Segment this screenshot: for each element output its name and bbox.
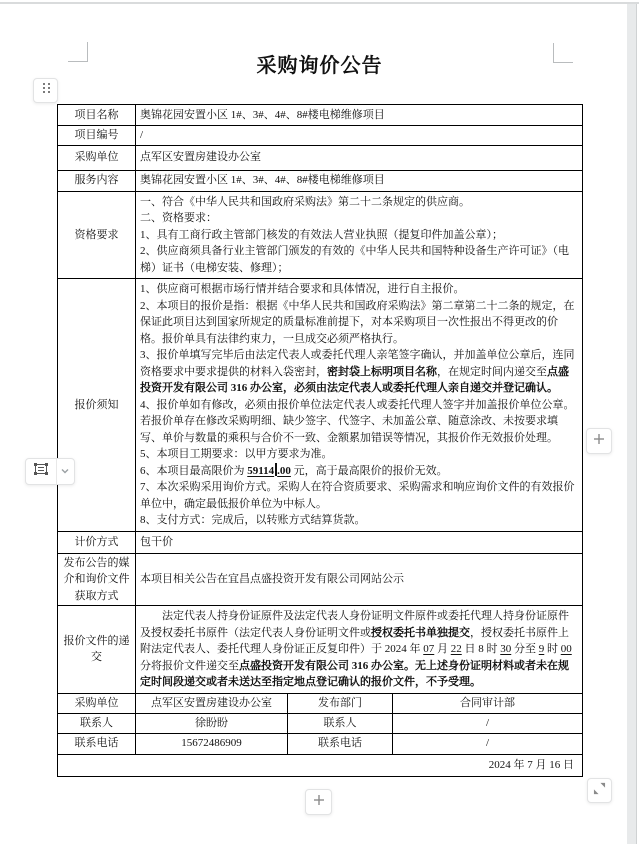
project-number-label[interactable]: 项目编号: [58, 126, 136, 146]
announcement-media-value[interactable]: 本项目相关公告在宜昌点盛投资开发有限公司网站公示: [136, 553, 583, 606]
contact-person2-value[interactable]: /: [393, 713, 583, 733]
table-select-icon: [33, 461, 49, 482]
contact-unit-value[interactable]: 点军区安置房建设办公室: [136, 693, 288, 713]
service-content-value[interactable]: 奥锦花园安置小区 1#、3#、4#、8#楼电梯维修项目: [136, 170, 583, 191]
project-name-label[interactable]: 项目名称: [58, 105, 136, 126]
announcement-date[interactable]: 2024 年 7 月 16 日: [58, 754, 583, 776]
add-row-button[interactable]: [305, 789, 332, 815]
table-row: [58, 693, 583, 713]
diagonal-expand-icon: [593, 782, 606, 800]
table-drag-handle-button[interactable]: [33, 78, 58, 103]
contact-phone2-label[interactable]: 联系电话: [288, 733, 393, 754]
document-title[interactable]: 采购询价公告: [256, 55, 383, 77]
announcement-table: [57, 104, 583, 777]
plus-icon: [593, 432, 605, 450]
contact-unit-label[interactable]: 采购单位: [58, 693, 136, 713]
project-name-value[interactable]: 奥锦花园安置小区 1#、3#、4#、8#楼电梯维修项目: [136, 105, 583, 126]
table-row: [58, 553, 583, 606]
table-row: [58, 733, 583, 754]
qualification-text[interactable]: 一、符合《中华人民共和国政府采购法》第二十二条规定的供应商。 二、资格要求： 1、具有工商行政主管部门核发的有效法人营业执照（提复印件加盖公章）； 2、供应商须具备行业主管部门颁发的有效的《中华人民共和国特种设备生产许可证》（电梯）证书（电梯安装、修理）；: [136, 191, 583, 279]
page-top-edge: [0, 2, 639, 4]
pricing-method-value[interactable]: 包干价: [136, 531, 583, 553]
table-row: [58, 279, 583, 532]
chevron-down-icon: [60, 463, 70, 481]
issuing-dept-label[interactable]: 发布部门: [288, 693, 393, 713]
table-row: [58, 754, 583, 776]
six-dot-drag-icon: [40, 81, 52, 100]
contact-person-value[interactable]: 徐盼盼: [136, 713, 288, 733]
document-page: [57, 52, 582, 777]
vertical-scrollbar[interactable]: [627, 4, 637, 844]
quotation-notes-label[interactable]: 报价须知: [58, 279, 136, 532]
announcement-media-label[interactable]: 发布公告的媒介和询价文件获取方式: [58, 553, 136, 606]
select-element-widget: [25, 458, 75, 485]
submission-label[interactable]: 报价文件的递交: [58, 606, 136, 694]
select-table-button[interactable]: [26, 459, 56, 484]
table-row: [58, 126, 583, 146]
contact-person-label[interactable]: 联系人: [58, 713, 136, 733]
qualification-label[interactable]: 资格要求: [58, 191, 136, 279]
resize-table-button[interactable]: [587, 778, 612, 803]
issuing-dept-value[interactable]: 合同审计部: [393, 693, 583, 713]
table-row: [58, 105, 583, 126]
contact-phone-value[interactable]: 15672486909: [136, 733, 288, 754]
plus-icon: [313, 793, 325, 811]
purchasing-unit-value[interactable]: 点军区安置房建设办公室: [136, 145, 583, 170]
pricing-method-label[interactable]: 计价方式: [58, 531, 136, 553]
table-row: [58, 531, 583, 553]
add-column-button[interactable]: [586, 428, 612, 454]
quotation-notes-text[interactable]: 1、供应商可根据市场行情并结合要求和具体情况，进行自主报价。 2、本项目的报价是指：根据《中华人民共和国政府采购法》第二章第二十二条的规定，在保证此项目达到国家所规定的质量标准前提下，对本采购项目一次性报出不得更改的价格。报价单具有法律约束力，一旦成交必须严格执行。 3、报价单填写完毕后由法定代表人或委托代理人亲笔签字确认，并加盖单位公章后，连同资格要求中要求提供的材料入袋密封，密封袋上标明项目名称，在规定时间内递交至点盛投资开发有限公司 316 办公室，必须由法定代表人或委托代理人亲自递交并登记确认。 4、报价单如有修改，必须由报价单位法定代表人或委托代理人签字并加盖报价单位公章。若报价单存在修改采购明细、缺少签字、代签字、未加盖公章、随意涂改、未按要求填写、单价与数量的乘积与合价不一致、金额累加错误等情况，其报价作无效报价处理。 5、本项目工期要求：以甲方要求为准。 6、本项目最高限价为 59114 .00 元，高于最高限价的报价无效。 7、本次采购采用询价方式。采购人在符合资质要求、采购需求和响应询价文件的有效报价单位中，确定最低报价单位为中标人。 8、支付方式：完成后，以转账方式结算货款。: [136, 279, 583, 532]
submission-text[interactable]: 法定代表人持身份证原件及法定代表人身份证明文件原件或委托代理人持身份证原件及授权委托书原件（法定代表人身份证明文件或授权委托书单独提交，授权委托书原件上附法定代表人、委托代理人身份证正反复印件）于 2024 年 07 月 22 日 8 时 30 分至 9 时 00 分将报价文件递交至点盛投资开发有限公司 316 办公室。无上述身份证明材料或者未在规定时间段递交或者未送达至指定地点登记确认的报价文件，不予受理。: [136, 606, 583, 694]
table-row: [58, 713, 583, 733]
contact-phone2-value[interactable]: /: [393, 733, 583, 754]
table-row: [58, 145, 583, 170]
purchasing-unit-label[interactable]: 采购单位: [58, 145, 136, 170]
table-row: [58, 606, 583, 694]
select-options-dropdown-button[interactable]: [56, 459, 74, 484]
contact-phone-label[interactable]: 联系电话: [58, 733, 136, 754]
project-number-value[interactable]: /: [136, 126, 583, 146]
table-row: [58, 191, 583, 279]
contact-person2-label[interactable]: 联系人: [288, 713, 393, 733]
table-row: [58, 170, 583, 191]
service-content-label[interactable]: 服务内容: [58, 170, 136, 191]
